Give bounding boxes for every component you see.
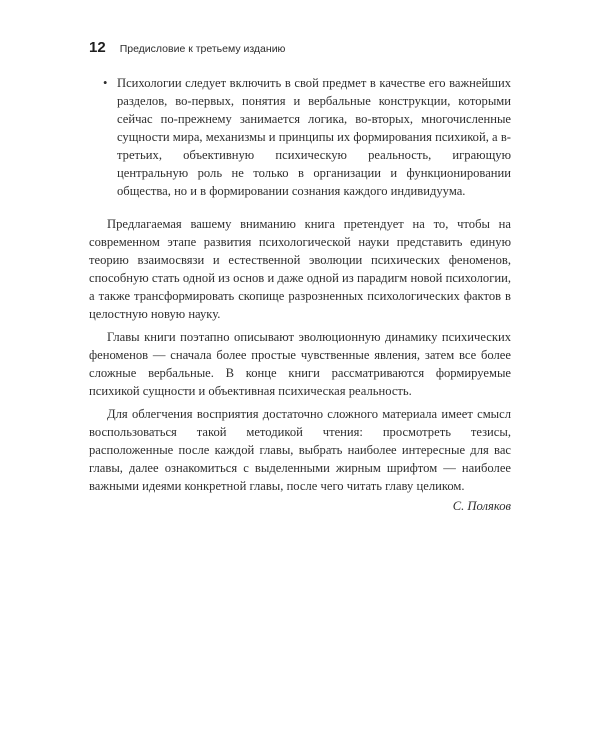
page-number: 12 (89, 39, 106, 56)
author-signature: С. Поляков (452, 499, 511, 513)
bullet-item (103, 74, 511, 200)
bullet-text: Психологии следует включить в свой предмет в качестве его важнейших разделов, во-первых, понятия и вербальные конструкции, которыми сейчас по-прежнему занимается логика, во-вторых, многочисленные сущности мира, механизмы и принципы их формирования психикой, а в-третьих, объективную психическую реальность, играющую центральную роль не только в организации и функционировании общества, но и в формировании сознания каждого индивидуума. (117, 76, 511, 198)
body-text (89, 74, 511, 515)
running-head (89, 39, 285, 56)
paragraph-intro: Предлагаемая вашему вниманию книга претендует на то, чтобы на современном этапе развития психологической науки представить единую теорию взаимосвязи и естественной эволюции психических феноменов, способную стать одной из основ и даже одной из парадигм новой психологии, а также трансформировать скопище разрозненных психологических фактов в целостную новую науку. (89, 217, 511, 321)
paragraph-chapters: Главы книги поэтапно описывают эволюционную динамику психических феноменов — сначала более простые чувственные явления, затем все более сложные вербальные. В конце книги рассматриваются формируемые психикой сущности и объективная психическая реальность. (89, 330, 511, 398)
bullet-marker: • (103, 76, 108, 90)
paragraph-reading-method: Для облегчения восприятия достаточно сложного материала имеет смысл воспользоваться такой методикой чтения: просмотреть тезисы, расположенные после каждой главы, выбрать наиболее интересные для вас главы, далее ознакомиться с выделенными жирным шрифтом — наиболее важными идеями конкретной главы, после чего читать главу целиком. (89, 407, 511, 493)
section-title: Предисловие к третьему изданию (119, 43, 286, 55)
